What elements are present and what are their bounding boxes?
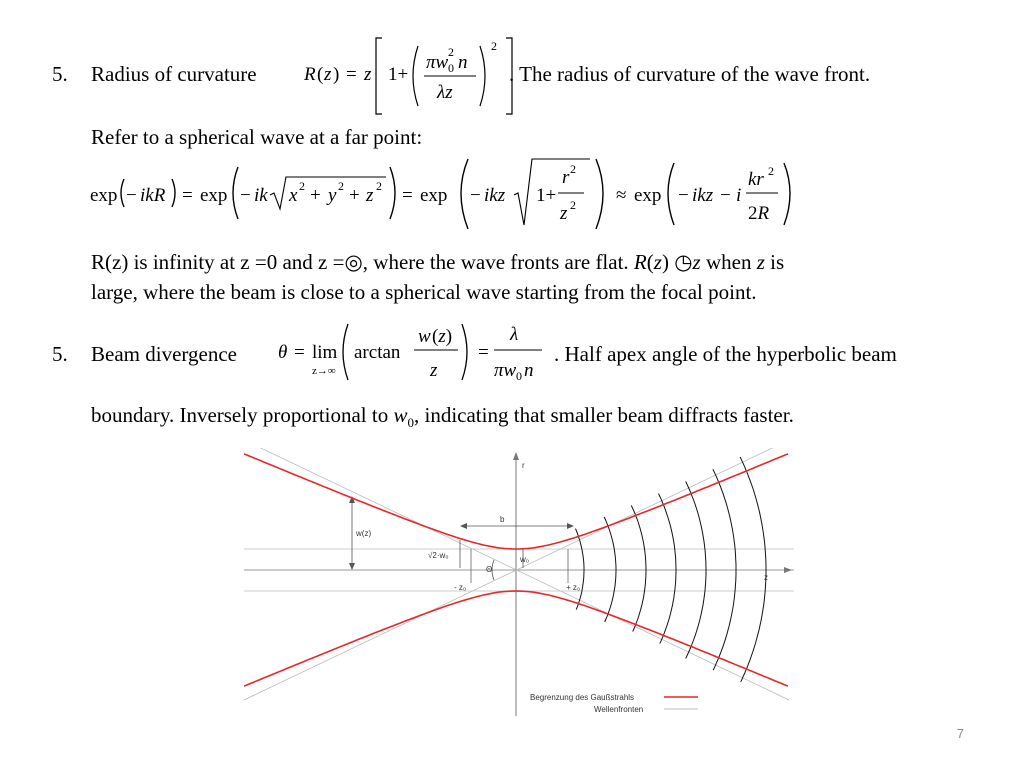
svg-text:z: z (366, 185, 374, 206)
svg-text:kr: kr (748, 169, 764, 190)
theta-label: Θ (486, 565, 493, 574)
svg-text:(: ( (317, 64, 324, 85)
svg-text:+: + (349, 185, 360, 206)
svg-text:=: = (478, 342, 489, 363)
svg-text:2: 2 (338, 179, 344, 193)
svg-text:λ: λ (510, 324, 519, 345)
svg-text:2: 2 (491, 39, 497, 53)
svg-text:≈: ≈ (616, 185, 627, 206)
svg-text:w: w (418, 326, 431, 347)
svg-text:ikz: ikz (692, 185, 714, 206)
svg-text:ikR: ikR (140, 185, 166, 206)
svg-text:ik: ik (254, 185, 268, 206)
svg-text:exp: exp (420, 185, 448, 206)
svg-text:): ) (333, 64, 340, 85)
svg-text:2: 2 (299, 179, 305, 193)
radius-of-curvature-label: Radius of curvature (91, 62, 257, 86)
rz-infinity-paragraph: R(z) is infinity at z =0 and z =◎, where the wave fronts are flat. R(z) ◷z when z is (91, 250, 785, 274)
svg-text:y: y (328, 185, 337, 206)
beam-divergence-svg (272, 318, 552, 388)
sqrt2-w0-label: √2·w₀ (428, 551, 449, 560)
refer-spherical-wave: Refer to a spherical wave at a far point: (91, 125, 423, 149)
radius-curvature-svg (300, 32, 520, 118)
svg-text:πw: πw (494, 360, 517, 381)
svg-text:exp: exp (634, 185, 662, 206)
svg-text:0: 0 (516, 369, 522, 383)
svg-text:=: = (346, 64, 357, 85)
svg-text:2: 2 (570, 198, 576, 212)
gaussian-beam-figure (244, 448, 794, 729)
w-of-z-label: w(z) (356, 529, 372, 538)
svg-text:=: = (182, 185, 193, 206)
spherical-wave-equation (88, 155, 808, 240)
beam-divergence-description: . Half apex angle of the hyperbolic beam (554, 342, 897, 366)
wavefront-curve (631, 506, 646, 632)
rz-large-paragraph: large, where the beam is close to a spherical wave starting from the focal point. (91, 280, 757, 304)
list-number-1: 5. (52, 62, 68, 86)
svg-text:+: + (310, 185, 321, 206)
svg-text:n: n (458, 52, 468, 73)
svg-text:2R: 2R (748, 203, 770, 224)
wavefronts-group (576, 457, 767, 682)
svg-text:n: n (524, 360, 534, 381)
svg-text:=: = (294, 342, 305, 363)
legend-wavefront-label: Wellenfronten (594, 705, 644, 714)
svg-text:πw: πw (426, 52, 449, 73)
svg-text:=: = (402, 185, 413, 206)
svg-text:−: − (240, 185, 251, 206)
svg-text:2: 2 (570, 162, 576, 176)
svg-text:x: x (289, 185, 298, 206)
svg-text:z: z (560, 203, 568, 224)
svg-text:arctan: arctan (354, 342, 401, 363)
beam-divergence-label: Beam divergence (91, 342, 237, 366)
inversely-proportional-line: boundary. Inversely proportional to $w_0$, indicating that smaller beam diffracts faster. (91, 403, 794, 431)
svg-text:z: z (324, 64, 332, 85)
spherical-wave-svg (88, 155, 808, 235)
svg-text:R: R (304, 64, 316, 85)
wavefront-curve (659, 494, 677, 644)
z-axis-label: z (764, 573, 768, 582)
gaussian-beam-svg (244, 448, 794, 724)
svg-text:2: 2 (448, 45, 454, 59)
svg-text:−: − (720, 185, 731, 206)
b-label: b (500, 515, 505, 524)
minus-z0-label: - z₀ (454, 583, 467, 592)
svg-text:1+: 1+ (536, 185, 557, 206)
svg-text:(z): (z) (432, 326, 453, 347)
rz-text-1: R(z) is infinity at z =0 and z = (91, 250, 345, 274)
svg-text:θ: θ (278, 342, 288, 363)
svg-text:lim: lim (312, 342, 338, 363)
radius-curvature-description: . The radius of curvature of the wave front. (509, 62, 871, 86)
svg-text:z→∞: z→∞ (312, 365, 336, 377)
svg-text:i: i (736, 185, 742, 206)
svg-text:exp: exp (90, 185, 118, 206)
svg-text:r: r (562, 167, 570, 188)
inverse-text-1: boundary. Inversely proportional to (91, 403, 389, 427)
inverse-text-2: , indicating that smaller beam diffracts faster. (414, 403, 794, 427)
slide-number: 7 (956, 726, 964, 741)
wavefront-curve (576, 529, 585, 610)
rz-text-2: , where the wave fronts are flat. (362, 250, 629, 274)
svg-text:exp: exp (200, 185, 228, 206)
rz-text-4: is (770, 250, 785, 274)
svg-text:−: − (678, 185, 689, 206)
svg-text:0: 0 (448, 61, 454, 75)
svg-text:−: − (126, 185, 137, 206)
svg-text:2: 2 (768, 164, 774, 178)
r-axis-label: r (522, 461, 525, 470)
w0-label: w₀ (520, 555, 530, 564)
wavefront-curve (740, 457, 766, 682)
rz-text-3: when (705, 250, 752, 274)
svg-text:ikz: ikz (484, 185, 506, 206)
plus-z0-label: + z₀ (566, 583, 581, 592)
svg-text:z: z (430, 360, 438, 381)
svg-text:λz: λz (437, 82, 453, 103)
wavefront-glyph: ◎ (344, 250, 363, 274)
svg-text:−: − (470, 185, 481, 206)
legend-beam-label: Begrenzung des Gaußstrahls (530, 693, 635, 702)
svg-text:1+: 1+ (388, 64, 409, 85)
radius-curvature-formula (300, 32, 520, 123)
beam-divergence-formula (272, 318, 552, 393)
svg-text:z: z (364, 64, 372, 85)
approx-glyph: ◷ (674, 250, 693, 274)
svg-text:2: 2 (376, 179, 382, 193)
list-number-2: 5. (52, 342, 68, 366)
